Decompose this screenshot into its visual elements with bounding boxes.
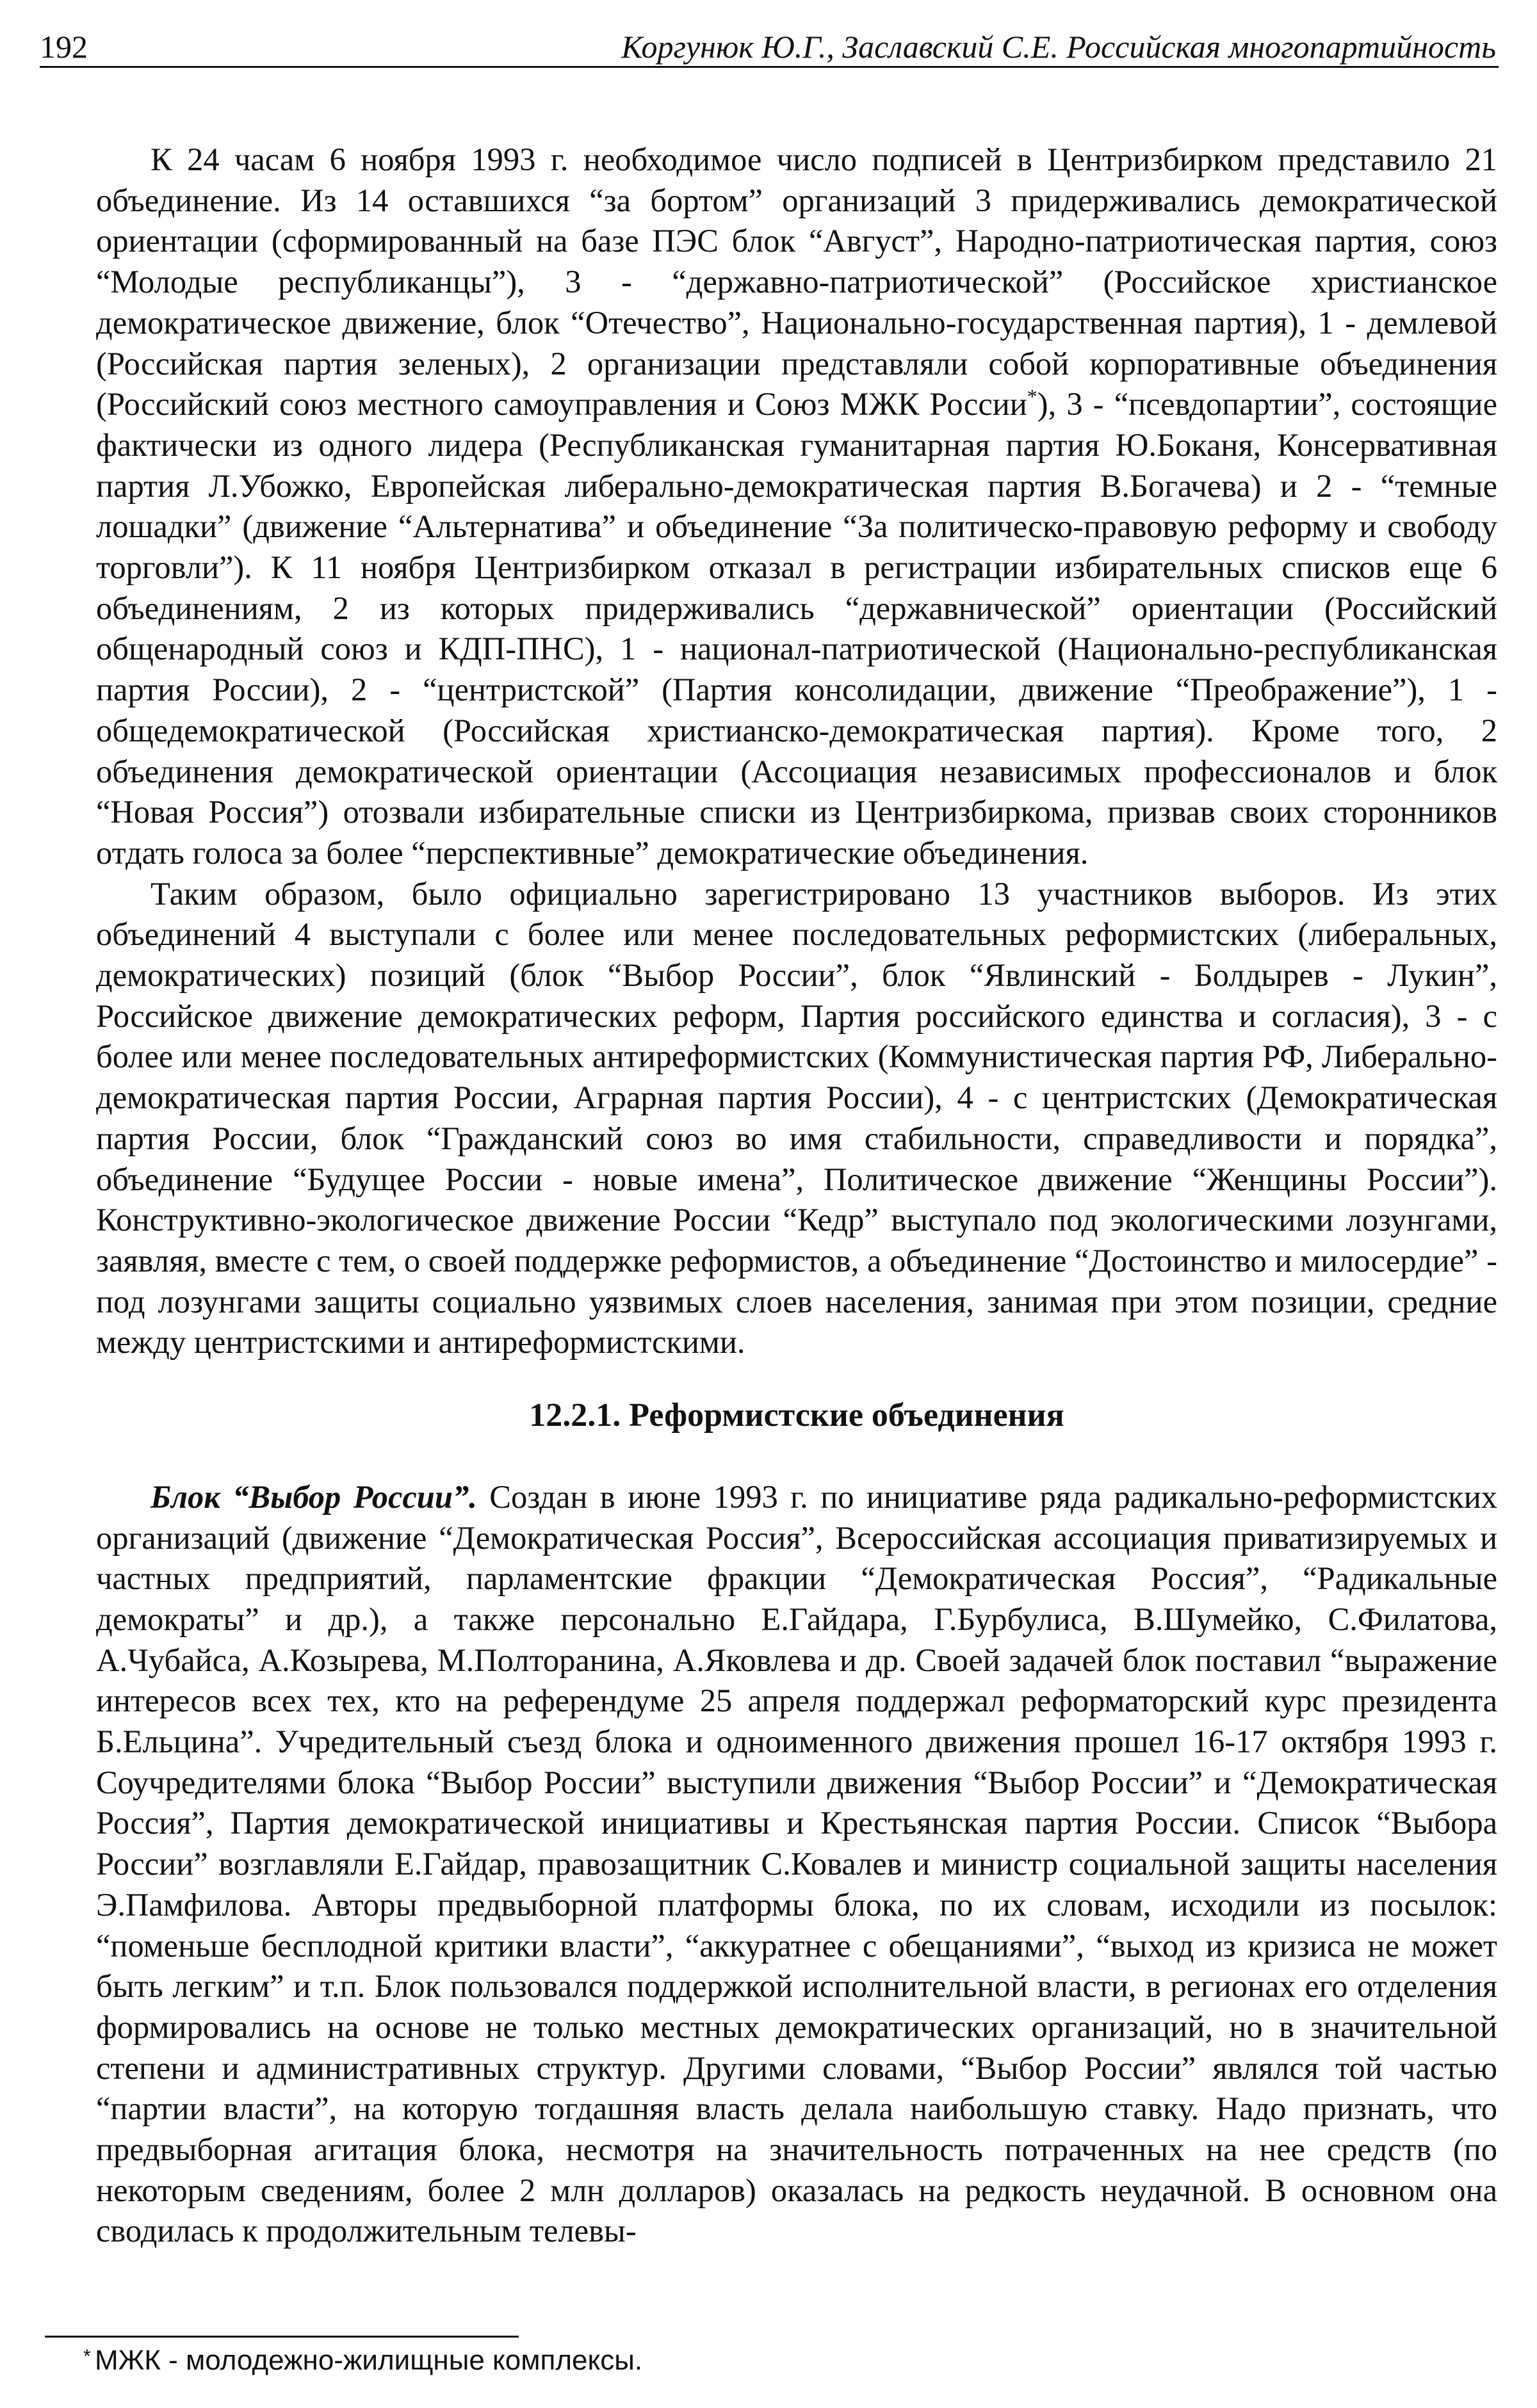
- paragraph-text: Создан в июне 1993 г. по инициативе ряда радикально-реформистских организаций (движение “Демократическая Россия”, Всероссийская ассоциация приватизируемых и частных предприятий, парламентские фракции “Демократическая Россия”, “Радикальные демократы” и др.), а также персонально Е.Гайдара, Г.Бурбулиса, В.Шумейко, С.Филатова, А.Чубайса, А.Козырева, М.Полторанина, А.Яковлева и др. Своей задачей блок поставил “выражение интересов всех тех, кто на референдуме 25 апреля поддержал реформаторский курс президента Б.Ельцина”. Учредительный съезд блока и одноименного движения прошел 16-17 октября 1993 г. Соучредителями блока “Выбор России” выступили движения “Выбор России” и “Демократическая Россия”, Партия демократической инициативы и Крестьянская партия России. Список “Выбора России” возглавляли Е.Гайдар, правозащитник С.Ковалев и министр социальной защиты населения Э.Памфилова. Авторы предвыборной платформы блока, по их словам, исходили из посылок: “поменьше бесплодной критики власти”, “аккуратнее с обещаниями”, “выход из кризиса не может быть легким” и т.п. Блок пользовался поддержкой исполнительной власти, в регионах его отделения формировались на основе не только местных демократических организаций, но в значительной степени и административных структур. Другими словами, “Выбор России” являлся той частью “партии власти”, на которую тогдашняя власть делала наибольшую ставку. Надо признать, что предвыборная агитация блока, несмотря на значительность потраченных на нее средств (по некоторым сведениям, более 2 млн долларов) оказалась на редкость неудачной. В основном она сводилась к продолжительным телевы-: [96, 1478, 1497, 2249]
- running-title: Коргунюк Ю.Г., Заславский С.Е. Российская многопартийность: [621, 29, 1496, 65]
- page-number: 192: [40, 29, 88, 65]
- header-rule: [40, 66, 1499, 68]
- footnote-rule: [45, 2336, 519, 2338]
- paragraph: [96, 140, 1497, 874]
- footnote-text: МЖК - молодежно-жилищные комплексы.: [95, 2345, 643, 2376]
- paragraph-text: К 24 часам 6 ноября 1993 г. необходимое число подписей в Центризбирком представило 21 объединение. Из 14 оставшихся “за бортом” организаций 3 придерживались демократической ориентации (сформированный на базе ПЭС блок “Август”, Народно-патриотическая партия, союз “Молодые республиканцы”), 3 - “державно-патриотической” (Российское христианское демократическое движение, блок “Отечество”, Национально-государственная партия), 1 - демлевой (Российская партия зеленых), 2 организации представляли собой корпоративные объединения (Российский союз местного самоуправления и Союз МЖК России: [96, 141, 1497, 423]
- paragraph: [96, 1477, 1497, 2252]
- paragraph-lead: Блок “Выбор России”.: [150, 1478, 477, 1515]
- body-text: [96, 140, 1497, 2252]
- footnote-mark: *: [83, 2346, 91, 2367]
- page-header: [40, 24, 1499, 69]
- footnote: [83, 2345, 643, 2377]
- paragraph-text: ), 3 - “псевдопартии”, состоящие фактически из одного лидера (Республиканская гуманитарная партия Ю.Боканя, Консервативная партия Л.Убожко, Европейская либерально-демократическая партия В.Богачева) и 2 - “темные лошадки” (движение “Альтернатива” и объединение “За политическо-правовую реформу и свободу торговли”). К 11 ноября Центризбирком отказал в регистрации избирательных списков еще 6 объединениям, 2 из которых придерживались “державнической” ориентации (Российский общенародный союз и КДП-ПНС), 1 - национал-патриотической (Национально-республиканская партия России), 2 - “центристской” (Партия консолидации, движение “Преображение”), 1 - общедемократической (Российская христианско-демократическая партия). Кроме того, 2 объединения демократической ориентации (Ассоциация независимых профессионалов и блок “Новая Россия”) отозвали избирательные списки из Центризбиркома, призвав своих сторонников отдать голоса за более “перспективные” демократические объединения.: [96, 386, 1497, 871]
- section-heading: 12.2.1. Реформистские объединения: [529, 1397, 1064, 1434]
- footnote-reference: *: [1027, 385, 1037, 408]
- paragraph: Таким образом, было официально зарегистрировано 13 участников выборов. Из этих объединений 4 выступали с более или менее последовательных реформистских (либеральных, демократических) позиций (блок “Выбор России”, блок “Явлинский - Болдырев - Лукин”, Российское движение демократических реформ, Партия российского единства и согласия), 3 - с более или менее последовательных антиреформистских (Коммунистическая партия РФ, Либерально-демократическая партия России, Аграрная партия России), 4 - с центристских (Демократическая партия России, блок “Гражданский союз во имя стабильности, справедливости и порядка”, объединение “Будущее России - новые имена”, Политическое движение “Женщины России”). Конструктивно-экологическое движение России “Кедр” выступало под экологическими лозунгами, заявляя, вместе с тем, о своей поддержке реформистов, а объединение “Достоинство и милосердие” - под лозунгами защиты социально уязвимых слоев населения, занимая при этом позиции, средние между центристскими и антиреформистскими.: [96, 875, 1497, 1361]
